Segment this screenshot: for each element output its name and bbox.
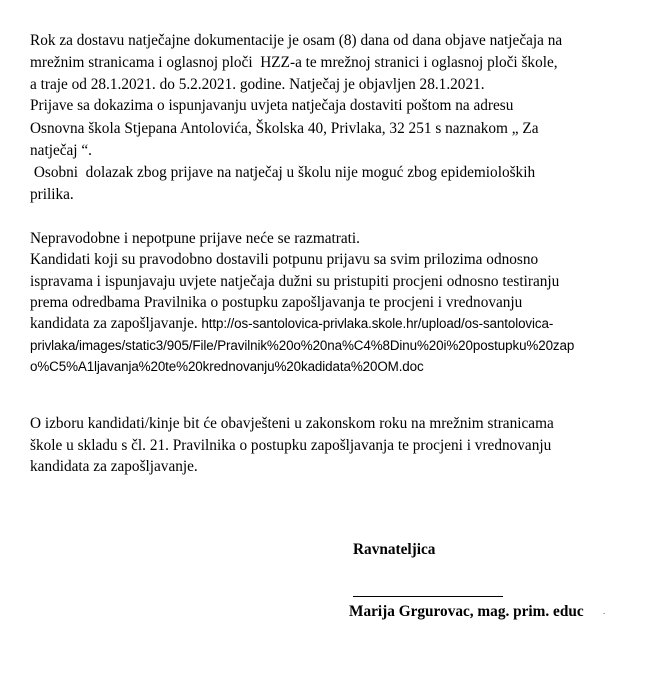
- trailing-mark: .: [603, 606, 606, 616]
- document-link[interactable]: http://os-santolovica-privlaka.skole.hr/upload/os-santolovica-: [197, 316, 554, 331]
- paragraph-line: Rok za dostavu natječajne dokumentacije je osam (8) dana od dana objave natječaja na: [30, 32, 563, 49]
- paragraph-line: O izboru kandidati/kinje bit će obavješteni u zakonskom roku na mrežnim stranicama: [30, 415, 554, 432]
- signature-name: Marija Grgurovac, mag. prim. educ: [349, 603, 584, 620]
- paragraph-text: kandidata za zapošljavanje.: [30, 315, 198, 332]
- paragraph-line: kandidata za zapošljavanje.: [30, 458, 198, 475]
- document-link[interactable]: privlaka/images/static3/905/File/Pravilnik%20o%20na%C4%8Dinu%20i%20postupku%20zap: [30, 338, 575, 353]
- paragraph-line: [30, 314, 553, 334]
- paragraph-line: Kandidati koji su pravodobno dostavili potpunu prijavu sa svim prilozima odnosno: [30, 251, 539, 268]
- paragraph-line: mrežnim stranicama i oglasnoj ploči HZZ-a te mrežnoj stranici i oglasnoj ploči škole,: [30, 54, 558, 71]
- paragraph-line: Osobni dolazak zbog prijave na natječaj u školu nije moguć zbog epidemioloških: [30, 164, 536, 181]
- paragraph-line: škole u skladu s čl. 21. Pravilnika o postupku zapošljavanja te procjeni i vrednovanju: [30, 437, 552, 454]
- paragraph-line: prilika.: [30, 186, 74, 203]
- paragraph-line: ispravama i ispunjavaju uvjete natječaja dužni su pristupiti procjeni odnosno testiranju: [30, 273, 560, 290]
- paragraph-line: prema odredbama Pravilnika o postupku zapošljavanja te procjeni i vrednovanju: [30, 294, 523, 311]
- paragraph-line: Nepravodobne i nepotpune prijave neće se razmatrati.: [30, 230, 361, 247]
- signature-line: [353, 596, 503, 597]
- paragraph-line: natječaj “.: [30, 142, 92, 159]
- signature-role: Ravnateljica: [353, 541, 436, 558]
- paragraph-line: a traje od 28.1.2021. do 5.2.2021. godine. Natječaj je objavljen 28.1.2021.: [30, 76, 485, 93]
- paragraph-line: Prijave sa dokazima o ispunjavanju uvjeta natječaja dostaviti poštom na adresu: [30, 97, 514, 114]
- document-link[interactable]: o%C5%A1ljavanja%20te%20krednovanju%20kadidata%20OM.doc: [30, 359, 424, 374]
- paragraph-line: Osnovna škola Stjepana Antolovića, Školska 40, Privlaka, 32 251 s naznakom „ Za: [30, 120, 539, 137]
